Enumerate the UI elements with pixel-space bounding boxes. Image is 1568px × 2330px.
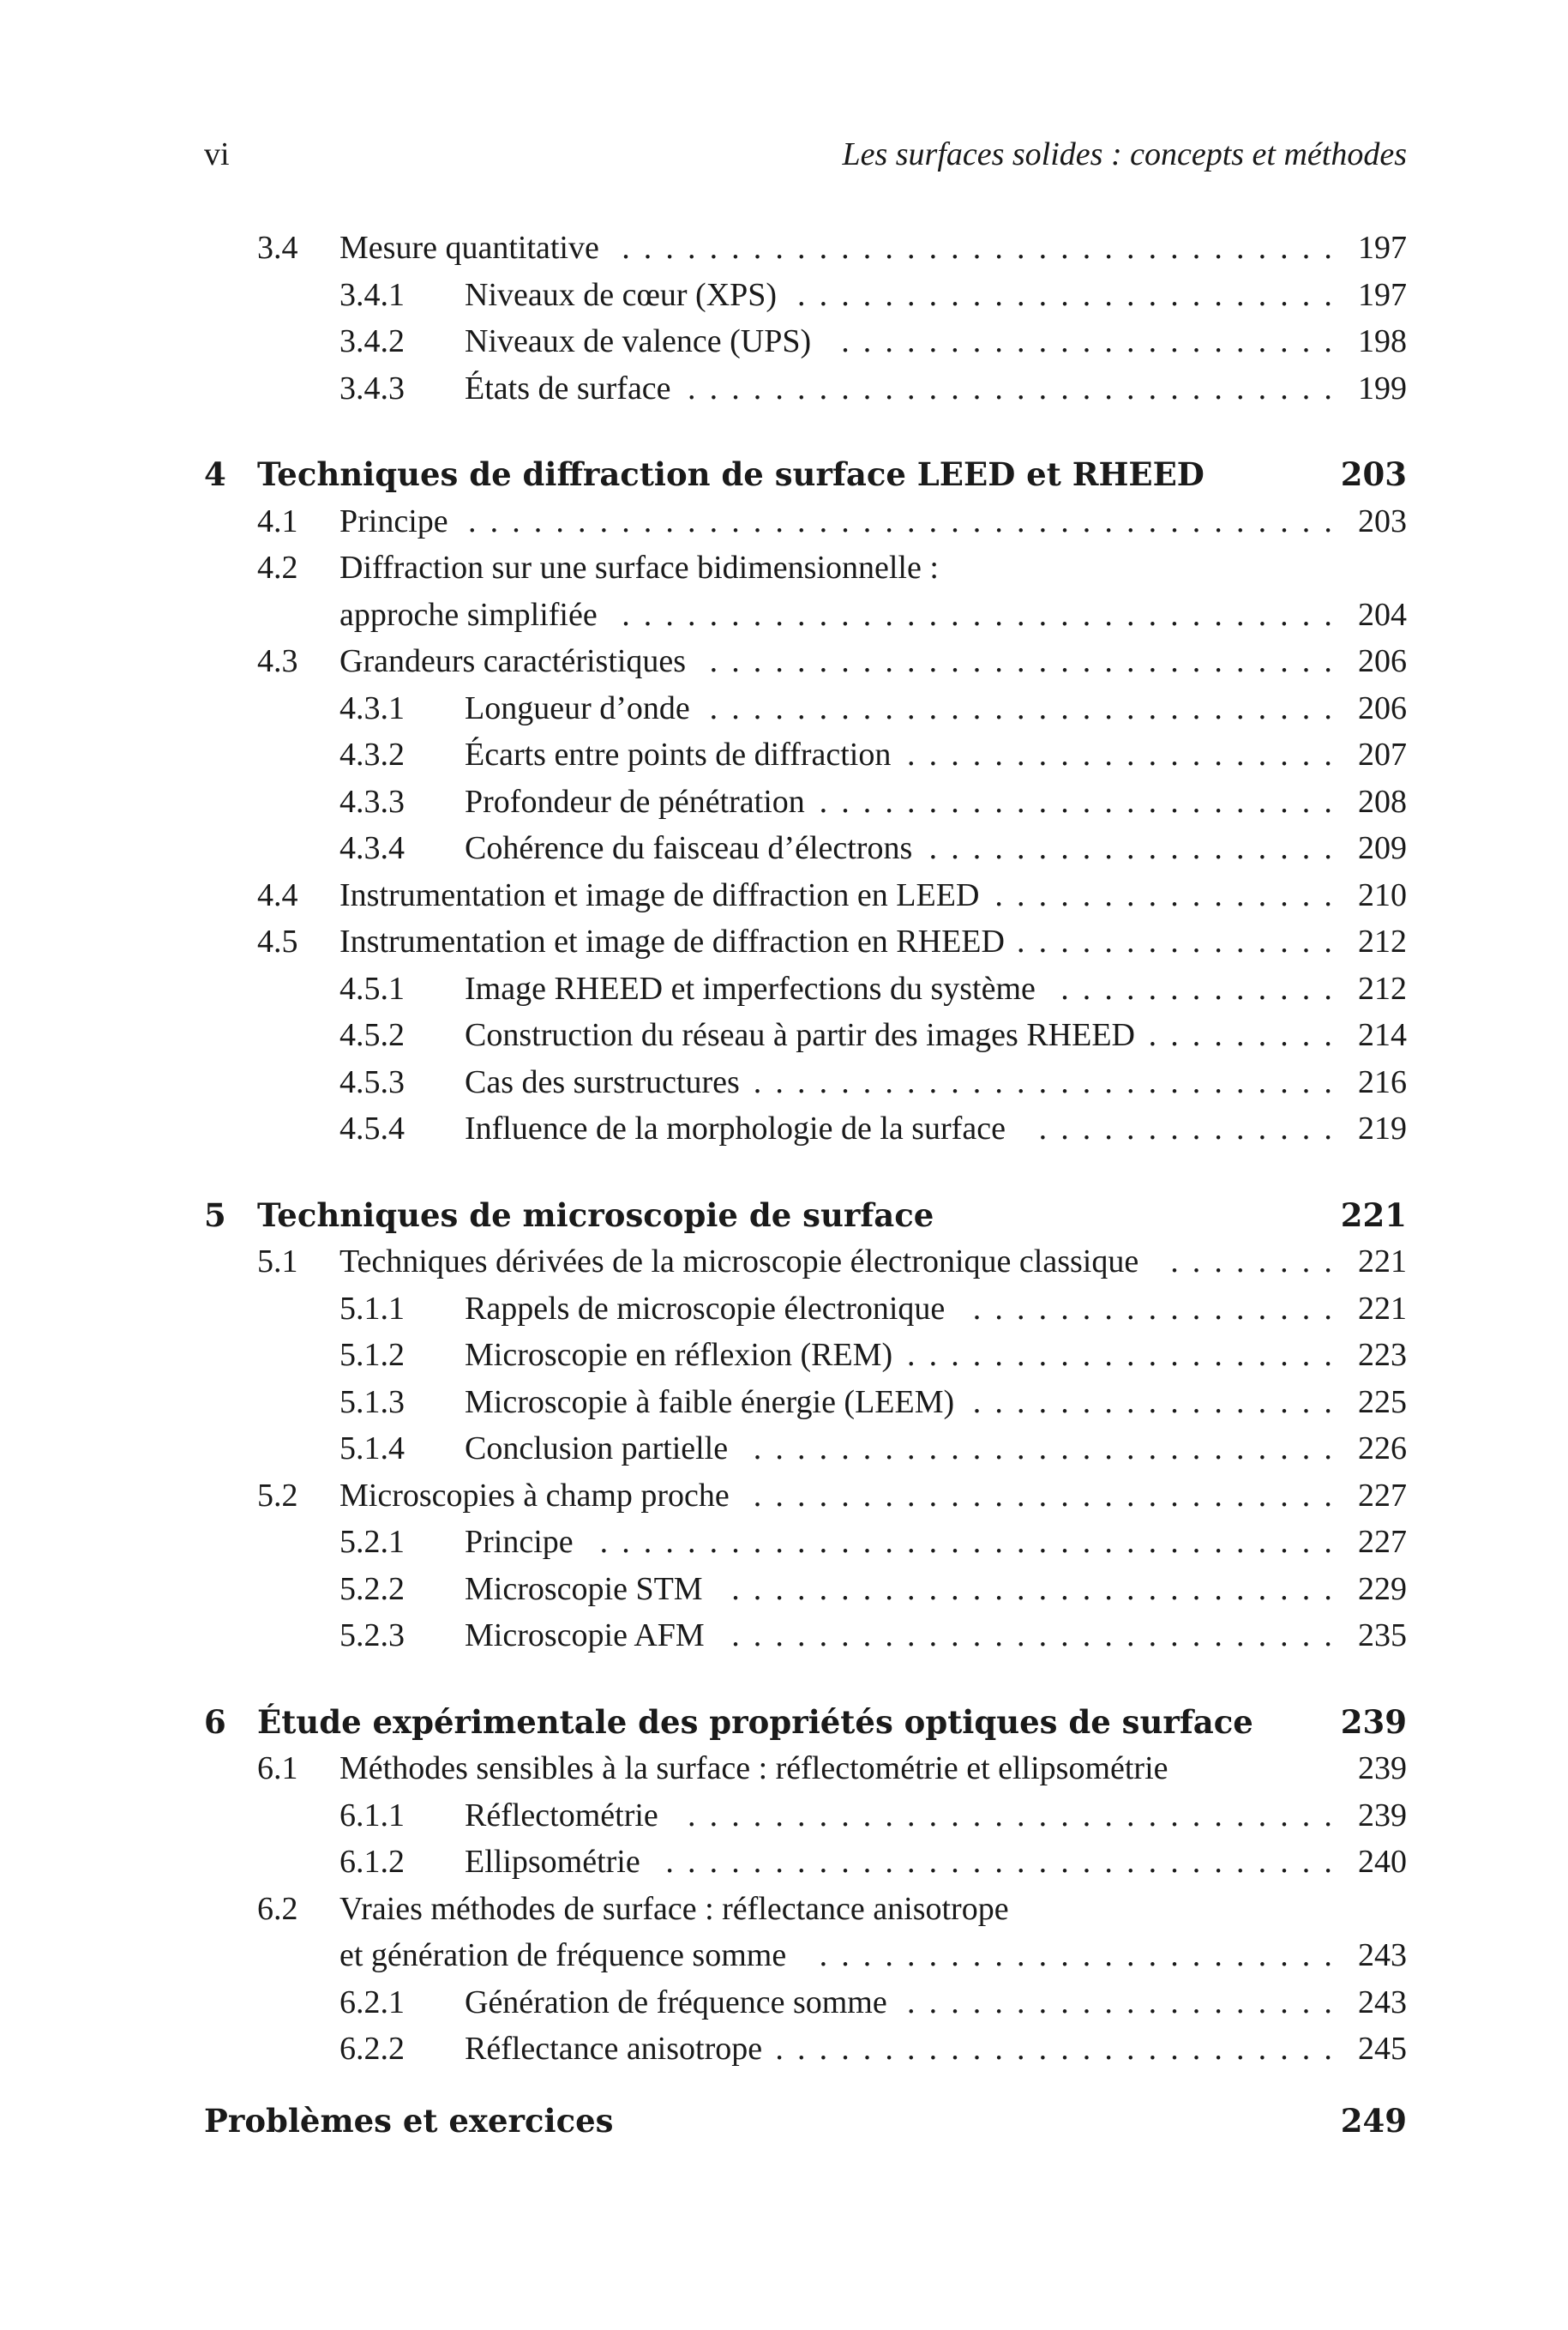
toc-page-number: 219 bbox=[1358, 1111, 1407, 1147]
toc-number: 5.2.2 bbox=[339, 1570, 405, 1607]
toc-number: 6.2.1 bbox=[339, 1984, 405, 2020]
page-header bbox=[204, 129, 1407, 180]
dot-leader: .............................. bbox=[688, 370, 1346, 406]
toc-page-number: 223 bbox=[1358, 1337, 1407, 1373]
page-folio: vi bbox=[204, 136, 230, 172]
toc-entry-4.3.1[interactable] bbox=[204, 685, 1407, 732]
toc-page-number: 207 bbox=[1358, 737, 1407, 773]
toc-number: 3.4 bbox=[257, 230, 298, 266]
dot-leader: ............................... bbox=[665, 1844, 1346, 1880]
toc-entry-3.4.1[interactable] bbox=[204, 272, 1407, 319]
toc-entry-5.2.2[interactable] bbox=[204, 1566, 1407, 1613]
toc-entry-6.2.2[interactable] bbox=[204, 2026, 1407, 2073]
toc-number: 4.5.1 bbox=[339, 970, 405, 1007]
dot-leader: ........ bbox=[1170, 1243, 1346, 1279]
toc-number: 5.1.3 bbox=[339, 1383, 405, 1420]
toc-title: Problèmes et exercices bbox=[204, 2102, 614, 2140]
dot-leader: ................................. bbox=[622, 230, 1346, 266]
toc-entry-6.2-continued[interactable] bbox=[204, 1932, 1407, 1979]
toc-title: Image RHEED et imperfections du système bbox=[465, 970, 1036, 1007]
toc-title: Microscopie AFM bbox=[465, 1617, 705, 1653]
toc-entry-6.1[interactable] bbox=[204, 1745, 1407, 1792]
toc-page-number: 197 bbox=[1358, 230, 1407, 266]
toc-title: Rappels de microscopie électronique bbox=[465, 1290, 946, 1327]
toc-title: Techniques de diffraction de surface LEED et RHEED bbox=[257, 455, 1205, 493]
toc-page-number: 197 bbox=[1358, 276, 1407, 313]
toc-title: Mesure quantitative bbox=[339, 230, 599, 266]
toc-page-number: 239 bbox=[1340, 1702, 1407, 1741]
toc-number: 5.1.4 bbox=[339, 1430, 405, 1466]
toc-page-number: 199 bbox=[1358, 370, 1407, 406]
toc-title: Principe bbox=[465, 1524, 574, 1560]
table-of-contents bbox=[204, 225, 1407, 2073]
toc-number: 5.2 bbox=[257, 1477, 298, 1514]
toc-title: États de surface bbox=[465, 370, 671, 406]
toc-page-number: 198 bbox=[1358, 323, 1407, 359]
toc-entry-5.1.2[interactable] bbox=[204, 1332, 1407, 1379]
toc-number: 4.3.2 bbox=[339, 737, 405, 773]
toc-page-number: 216 bbox=[1358, 1063, 1407, 1100]
toc-number: 4.5 bbox=[257, 924, 298, 960]
toc-title: Principe bbox=[339, 503, 448, 539]
toc-entry-4.5[interactable] bbox=[204, 918, 1407, 966]
toc-number: 5 bbox=[204, 1195, 226, 1234]
toc-page-number: 210 bbox=[1358, 876, 1407, 913]
toc-title: Profondeur de pénétration bbox=[465, 783, 805, 820]
toc-title: Niveaux de cœur (XPS) bbox=[465, 276, 778, 313]
toc-entry-3.4.3[interactable] bbox=[204, 365, 1407, 412]
toc-title: Microscopies à champ proche bbox=[339, 1477, 730, 1514]
toc-title: Ellipsométrie bbox=[465, 1844, 640, 1880]
toc-title: Microscopie à faible énergie (LEEM) bbox=[465, 1383, 955, 1420]
dot-leader: ............................. bbox=[709, 689, 1346, 726]
toc-entry-5.1.1[interactable] bbox=[204, 1285, 1407, 1333]
toc-entry-4.5.3[interactable] bbox=[204, 1059, 1407, 1106]
toc-title: Instrumentation et image de diffraction en LEED bbox=[339, 876, 980, 913]
toc-page-number: 245 bbox=[1358, 2031, 1407, 2067]
dot-leader: ........................................ bbox=[468, 503, 1346, 539]
toc-page-number: 226 bbox=[1358, 1430, 1407, 1466]
toc-number: 4.4 bbox=[257, 876, 298, 913]
toc-page-number: 204 bbox=[1358, 596, 1407, 633]
toc-entry-3.4.2[interactable] bbox=[204, 318, 1407, 365]
toc-page-number: 206 bbox=[1358, 689, 1407, 726]
toc-title: Microscopie en réflexion (REM) bbox=[465, 1337, 893, 1373]
toc-title: Méthodes sensibles à la surface : réflectométrie et ellipsométrie bbox=[339, 1750, 1168, 1786]
dot-leader: .................... bbox=[907, 1337, 1346, 1373]
toc-entry-4.1[interactable] bbox=[204, 498, 1407, 545]
toc-number: 6.2.2 bbox=[339, 2031, 405, 2067]
toc-title: Cas des surstructures bbox=[465, 1063, 740, 1100]
toc-entry-4.5.2[interactable] bbox=[204, 1012, 1407, 1059]
toc-entry-5.2[interactable] bbox=[204, 1472, 1407, 1520]
toc-entry-5.1.3[interactable] bbox=[204, 1379, 1407, 1426]
toc-number: 5.2.3 bbox=[339, 1617, 405, 1653]
toc-page-number: 221 bbox=[1358, 1290, 1407, 1327]
toc-page-number: 203 bbox=[1358, 503, 1407, 539]
toc-title: Génération de fréquence somme bbox=[465, 1984, 887, 2020]
toc-page-number: 212 bbox=[1358, 970, 1407, 1007]
toc-number: 6.1.1 bbox=[339, 1797, 405, 1833]
toc-entry-4.3[interactable] bbox=[204, 638, 1407, 685]
toc-title: Étude expérimentale des propriétés optiques de surface bbox=[257, 1702, 1253, 1741]
toc-number: 4.3.3 bbox=[339, 783, 405, 820]
dot-leader: ................................. bbox=[622, 596, 1346, 633]
toc-number: 3.4.2 bbox=[339, 323, 405, 359]
toc-entry-4.3.3[interactable] bbox=[204, 779, 1407, 826]
toc-page-number: 221 bbox=[1340, 1195, 1407, 1234]
toc-entry-5.1.4[interactable] bbox=[204, 1425, 1407, 1472]
toc-page-number: 243 bbox=[1358, 1937, 1407, 1973]
dot-leader: ........................... bbox=[753, 1063, 1346, 1100]
toc-chapter-4[interactable] bbox=[204, 451, 1407, 498]
dot-leader: ............................ bbox=[731, 1570, 1346, 1607]
toc-number: 6.1 bbox=[257, 1750, 298, 1786]
toc-entry-5.2.1[interactable] bbox=[204, 1519, 1407, 1566]
toc-number: 4.3 bbox=[257, 643, 298, 679]
toc-page-number: 225 bbox=[1358, 1383, 1407, 1420]
toc-number: 4.3.4 bbox=[339, 830, 405, 866]
toc-page-number: 249 bbox=[1340, 2102, 1407, 2140]
dot-leader: ........................ bbox=[819, 783, 1346, 820]
toc-number: 5.1.1 bbox=[339, 1290, 405, 1327]
toc-number: 3.4.1 bbox=[339, 276, 405, 313]
toc-page-number: 206 bbox=[1358, 643, 1407, 679]
dot-leader: ................. bbox=[972, 1383, 1346, 1420]
toc-title: Niveaux de valence (UPS) bbox=[465, 323, 812, 359]
dot-leader: .................... bbox=[907, 1984, 1346, 2020]
section-gap bbox=[204, 412, 1407, 451]
toc-problems-entry[interactable] bbox=[204, 2098, 1407, 2145]
toc-page-number: 229 bbox=[1358, 1570, 1407, 1607]
toc-entry-4.5.4[interactable] bbox=[204, 1105, 1407, 1153]
toc-entry-6.2[interactable] bbox=[204, 1886, 1407, 1933]
toc-page-number: 212 bbox=[1358, 924, 1407, 960]
dot-leader: ....................... bbox=[841, 323, 1346, 359]
toc-page-number: 235 bbox=[1358, 1617, 1407, 1653]
dot-leader: ................ bbox=[994, 876, 1346, 913]
toc-number: 5.1 bbox=[257, 1243, 298, 1279]
toc-number: 4.2 bbox=[257, 550, 298, 586]
section-gap bbox=[204, 1659, 1407, 1699]
toc-number: 4.5.2 bbox=[339, 1017, 405, 1053]
toc-entry-6.2.1[interactable] bbox=[204, 1979, 1407, 2026]
toc-title: Influence de la morphologie de la surface bbox=[465, 1111, 1006, 1147]
toc-title: Longueur d’onde bbox=[465, 689, 690, 726]
dot-leader: .................................. bbox=[599, 1524, 1346, 1560]
toc-number: 6 bbox=[204, 1702, 226, 1741]
toc-entry-4.3.2[interactable] bbox=[204, 732, 1407, 779]
toc-title: Techniques de microscopie de surface bbox=[257, 1195, 934, 1234]
toc-title: Réflectométrie bbox=[465, 1797, 658, 1833]
dot-leader: ........................... bbox=[753, 1430, 1346, 1466]
dot-leader: ......... bbox=[1148, 1017, 1346, 1053]
dot-leader: ............... bbox=[1017, 924, 1346, 960]
toc-number: 6.2 bbox=[257, 1890, 298, 1927]
toc-title: Construction du réseau à partir des images RHEED bbox=[465, 1017, 1135, 1053]
toc-entry-4.3.4[interactable] bbox=[204, 825, 1407, 872]
toc-page-number: 221 bbox=[1358, 1243, 1407, 1279]
toc-title: Diffraction sur une surface bidimensionnelle : bbox=[339, 550, 939, 586]
dot-leader: ................... bbox=[928, 830, 1346, 866]
toc-entry-6.1.2[interactable] bbox=[204, 1839, 1407, 1886]
dot-leader: ......................... bbox=[797, 276, 1346, 313]
toc-title: Grandeurs caractéristiques bbox=[339, 643, 687, 679]
toc-page-number: 203 bbox=[1340, 455, 1407, 493]
dot-leader: ................. bbox=[972, 1290, 1346, 1327]
toc-page-number: 214 bbox=[1358, 1017, 1407, 1053]
toc-entry-4.4[interactable] bbox=[204, 872, 1407, 919]
toc-page-number: 243 bbox=[1358, 1984, 1407, 2020]
toc-number: 4.5.4 bbox=[339, 1111, 405, 1147]
toc-page-number: 227 bbox=[1358, 1477, 1407, 1514]
toc-page-number: 209 bbox=[1358, 830, 1407, 866]
toc-number: 3.4.3 bbox=[339, 370, 405, 406]
toc-entry-4.2[interactable] bbox=[204, 545, 1407, 592]
dot-leader: .............................. bbox=[688, 1797, 1346, 1833]
toc-entry-4.2-continued[interactable] bbox=[204, 592, 1407, 639]
toc-chapter-5[interactable] bbox=[204, 1192, 1407, 1239]
toc-chapter-6[interactable] bbox=[204, 1699, 1407, 1746]
dot-leader: ............................ bbox=[731, 1617, 1346, 1653]
toc-number: 4.1 bbox=[257, 503, 298, 539]
running-title: Les surfaces solides : concepts et méthodes bbox=[842, 136, 1407, 172]
toc-page-number: 208 bbox=[1358, 783, 1407, 820]
toc-title: Vraies méthodes de surface : réflectance anisotrope bbox=[339, 1890, 1009, 1927]
toc-entry-6.1.1[interactable] bbox=[204, 1792, 1407, 1839]
toc-title: approche simplifiée bbox=[339, 596, 598, 633]
toc-title: Cohérence du faisceau d’électrons bbox=[465, 830, 913, 866]
dot-leader: ........................... bbox=[753, 1477, 1346, 1514]
dot-leader: ........................ bbox=[819, 1937, 1346, 1973]
toc-entry-4.5.1[interactable] bbox=[204, 966, 1407, 1013]
toc-page-number: 227 bbox=[1358, 1524, 1407, 1560]
dot-leader: ............. bbox=[1060, 970, 1346, 1007]
toc-title: Instrumentation et image de diffraction en RHEED bbox=[339, 924, 1005, 960]
toc-entry-5.1[interactable] bbox=[204, 1238, 1407, 1285]
dot-leader: .......................... bbox=[775, 2031, 1346, 2067]
toc-number: 5.1.2 bbox=[339, 1337, 405, 1373]
toc-title: Microscopie STM bbox=[465, 1570, 703, 1607]
toc-number: 5.2.1 bbox=[339, 1524, 405, 1560]
dot-leader: .............. bbox=[1038, 1111, 1346, 1147]
toc-title: Réflectance anisotrope bbox=[465, 2031, 763, 2067]
toc-title: Conclusion partielle bbox=[465, 1430, 729, 1466]
toc-number: 4.5.3 bbox=[339, 1063, 405, 1100]
toc-entry-3.4[interactable] bbox=[204, 225, 1407, 272]
toc-page-number: 239 bbox=[1358, 1750, 1407, 1786]
toc-entry-5.2.3[interactable] bbox=[204, 1612, 1407, 1659]
dot-leader: .................... bbox=[907, 737, 1346, 773]
toc-number: 6.1.2 bbox=[339, 1844, 405, 1880]
toc-title: Techniques dérivées de la microscopie électronique classique bbox=[339, 1243, 1139, 1279]
toc-number: 4.3.1 bbox=[339, 689, 405, 726]
section-gap bbox=[204, 1153, 1407, 1192]
toc-page-number: 240 bbox=[1358, 1844, 1407, 1880]
toc-title: et génération de fréquence somme bbox=[339, 1937, 787, 1973]
dot-leader: ............................. bbox=[709, 643, 1346, 679]
toc-page-number: 239 bbox=[1358, 1797, 1407, 1833]
toc-title: Écarts entre points de diffraction bbox=[465, 737, 892, 773]
toc-number: 4 bbox=[204, 455, 226, 493]
